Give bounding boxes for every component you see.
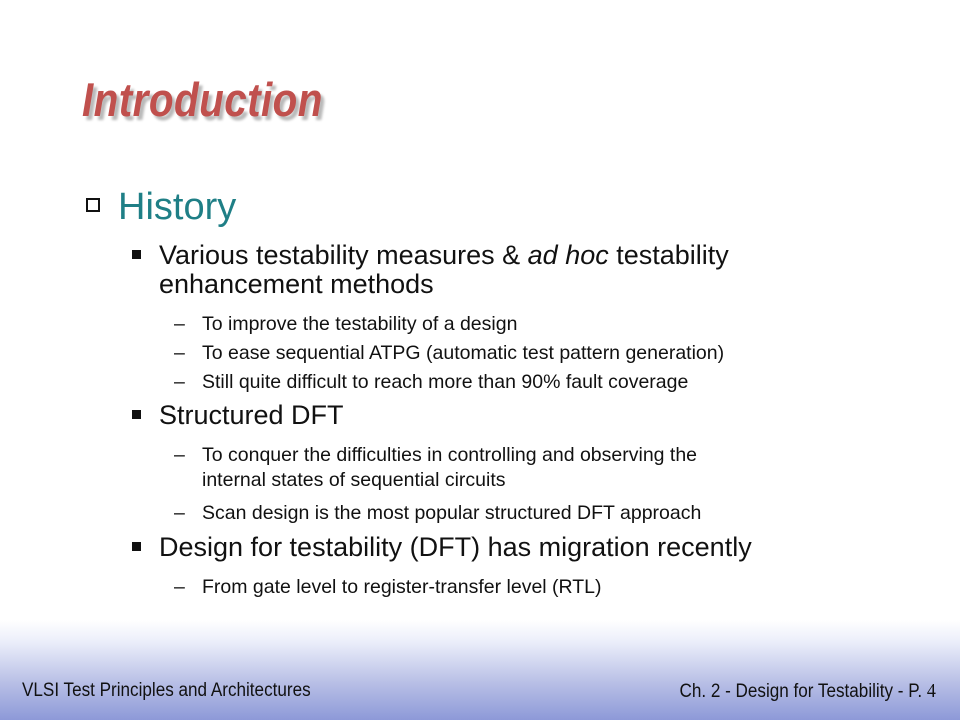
footer-course-title: VLSI Test Principles and Architectures — [22, 680, 311, 701]
bullet-text: Various testability measures & — [159, 240, 528, 270]
footer-chapter: Ch. 2 - Design for Testability - P. — [679, 681, 927, 702]
dash-marker: – — [174, 371, 185, 393]
footer-chapter-page — [680, 680, 936, 703]
sub-item-text: internal states of sequential circuits — [202, 469, 506, 491]
dash-marker: – — [174, 313, 185, 335]
sub-item-text: Scan design is the most popular structured DFT approach — [202, 502, 702, 524]
sub-item-text: To conquer the difficulties in controlling and observing the — [202, 444, 698, 466]
slide-title: Introduction — [82, 73, 323, 126]
page-number: 4 — [927, 680, 936, 702]
bullet-text: Design for testability (DFT) has migration recently — [159, 532, 752, 562]
bullet-text: testability — [608, 240, 729, 270]
square-bullet-icon — [132, 542, 141, 551]
sub-item-text: To ease sequential ATPG (automatic test pattern generation) — [202, 342, 725, 364]
sub-item-text: To improve the testability of a design — [202, 313, 518, 335]
footer-band — [0, 620, 960, 720]
bullet-text: Structured DFT — [159, 400, 344, 430]
checkbox-bullet-icon — [86, 198, 100, 212]
dash-marker: – — [174, 576, 185, 598]
square-bullet-icon — [132, 410, 141, 419]
dash-marker: – — [174, 444, 185, 466]
sub-item-text: From gate level to register-transfer level (RTL) — [202, 576, 602, 598]
sub-item-text: Still quite difficult to reach more than 90% fault coverage — [202, 371, 689, 393]
bullet-text: enhancement methods — [159, 269, 434, 299]
dash-marker: – — [174, 342, 185, 364]
section-heading: History — [118, 186, 237, 228]
square-bullet-icon — [132, 250, 141, 259]
bullet-text-emphasis: ad hoc — [527, 240, 609, 270]
dash-marker: – — [174, 502, 185, 524]
